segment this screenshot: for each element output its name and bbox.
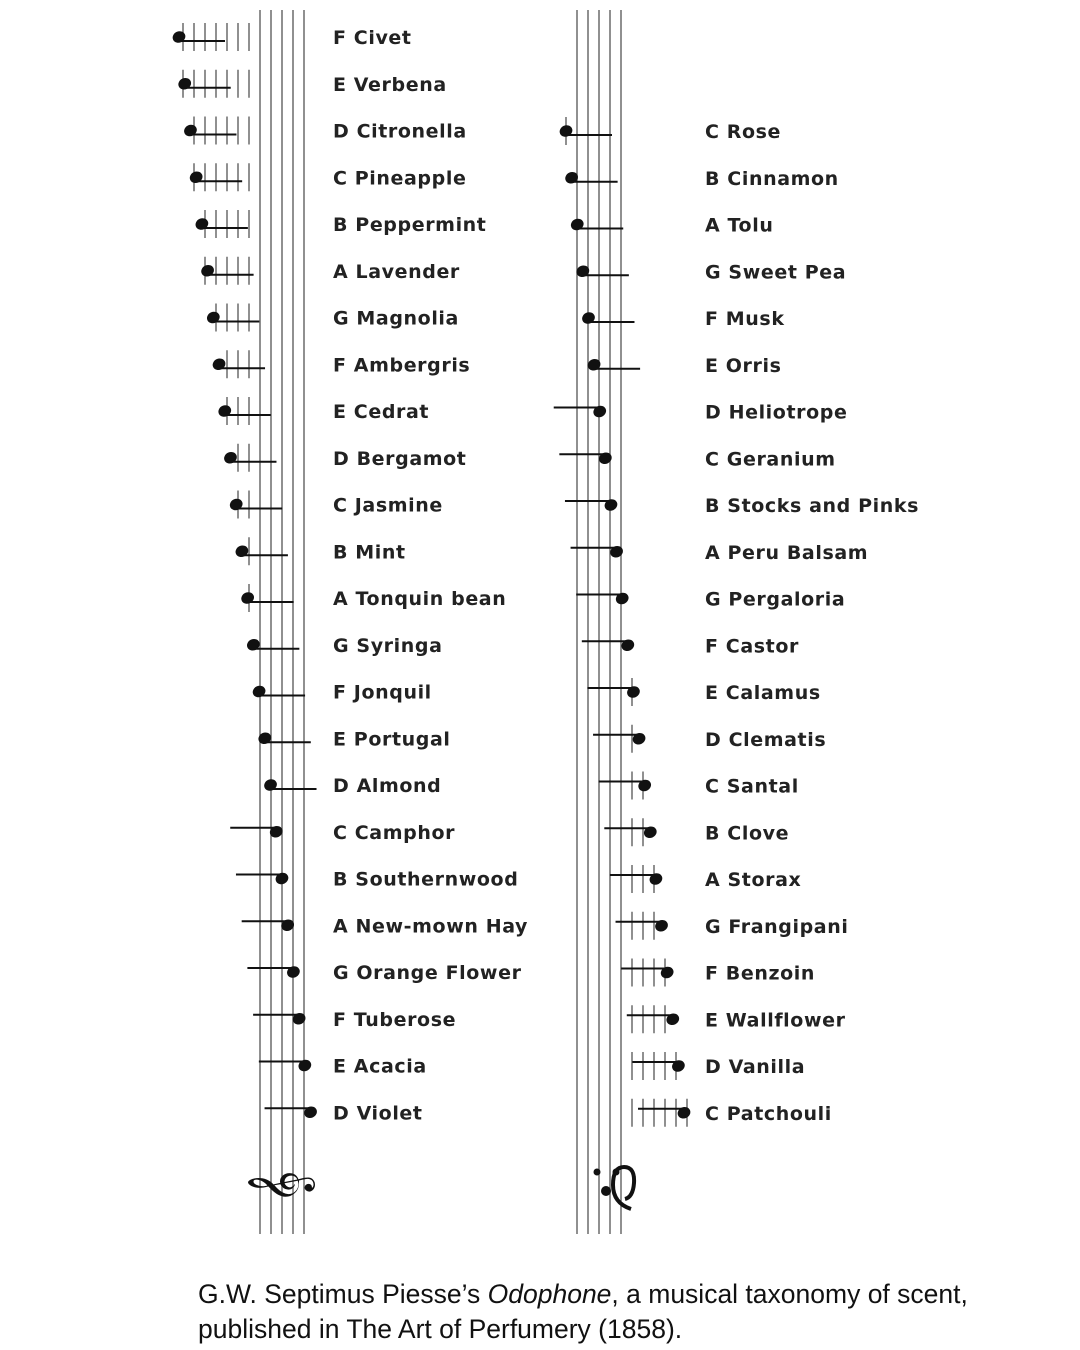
note-13 [245, 635, 442, 657]
caption-title: Odophone [487, 1279, 612, 1309]
note-2 [182, 117, 467, 145]
note-label: E Acacia [333, 1055, 427, 1078]
note-14 [599, 772, 799, 800]
note-head [194, 216, 211, 232]
note-label: F Civet [333, 27, 412, 49]
note-label: F Tuberose [333, 1008, 457, 1031]
note-17 [616, 912, 849, 940]
note-label: G Frangipani [705, 915, 849, 938]
note-label: D Bergamot [333, 447, 467, 470]
note-head [171, 29, 188, 45]
note-label: E Calamus [705, 682, 821, 704]
note-label: D Violet [333, 1102, 423, 1125]
note-head [648, 871, 665, 887]
note-13 [593, 725, 826, 753]
note-head [676, 1105, 693, 1121]
note-label: A New-mown Hay [333, 915, 529, 938]
note-head [569, 217, 586, 233]
note-18 [236, 869, 518, 891]
note-12 [587, 678, 820, 706]
note-head [642, 824, 659, 840]
note-label: E Verbena [333, 73, 447, 96]
note-18 [621, 959, 815, 987]
note-21 [632, 1099, 832, 1127]
caption-text-after: , a musical taxonomy of scent, published in The Art of Perfumery (1858). [198, 1279, 968, 1344]
note-label: G Magnolia [333, 307, 459, 330]
note-head [614, 591, 631, 607]
note-label: A Storax [705, 869, 802, 891]
note-label: B Mint [333, 541, 406, 564]
note-head [653, 918, 670, 934]
note-label: D Vanilla [705, 1056, 806, 1078]
note-10 [576, 589, 845, 611]
caption-text-before: G.W. Septimus Piesse’s [198, 1279, 488, 1309]
note-head [297, 1058, 314, 1074]
note-15 [257, 728, 451, 750]
note-head [659, 965, 676, 981]
note-4 [580, 308, 784, 330]
note-head [176, 76, 193, 92]
note-label: F Musk [705, 308, 785, 330]
note-6 [205, 304, 459, 332]
note-label: E Orris [705, 354, 782, 377]
note-7 [559, 448, 835, 470]
note-head [188, 169, 205, 185]
note-head [558, 123, 575, 139]
note-head [603, 497, 620, 513]
caption [198, 1277, 1058, 1347]
note-label: A Tolu [705, 214, 774, 237]
note-16 [262, 775, 441, 797]
treble-staff [260, 10, 304, 1234]
note-head [217, 403, 234, 419]
note-2 [569, 215, 773, 237]
note-label: F Benzoin [705, 962, 816, 985]
note-0 [171, 23, 412, 51]
note-label: F Castor [705, 635, 799, 658]
note-head [625, 684, 642, 700]
note-label: G Pergaloria [705, 588, 846, 611]
note-1 [563, 168, 838, 190]
note-head [222, 450, 239, 466]
note-label: F Ambergris [333, 354, 471, 377]
note-label: C Patchouli [705, 1102, 832, 1125]
note-label: G Sweet Pea [705, 261, 847, 284]
note-3 [188, 163, 467, 191]
note-label: C Jasmine [333, 494, 443, 517]
note-14 [251, 682, 432, 704]
note-head [670, 1058, 687, 1074]
note-head [620, 637, 637, 653]
note-20 [247, 962, 521, 984]
note-label: C Santal [705, 775, 799, 798]
note-label: B Stocks and Pinks [705, 495, 920, 517]
note-20 [632, 1052, 805, 1080]
note-head [608, 544, 625, 560]
note-9 [571, 542, 869, 564]
note-head [245, 637, 262, 653]
note-head [182, 123, 199, 139]
note-head [199, 263, 216, 279]
note-12 [239, 584, 506, 612]
note-label: B Clove [705, 822, 790, 845]
note-label: C Pineapple [333, 167, 467, 190]
note-head [636, 778, 653, 794]
note-head [211, 356, 228, 372]
note-head [591, 404, 608, 420]
note-head [262, 777, 279, 793]
note-head [302, 1104, 319, 1120]
note-label: C Camphor [333, 821, 456, 844]
note-head [631, 731, 648, 747]
note-head [234, 543, 251, 559]
note-head [251, 684, 268, 700]
note-23 [265, 1102, 423, 1124]
note-5 [199, 257, 460, 285]
note-label: G Orange Flower [333, 962, 522, 984]
note-label: E Portugal [333, 728, 451, 751]
note-6 [554, 402, 848, 424]
svg-text:𝄞: 𝄞 [247, 1170, 313, 1204]
note-label: A Peru Balsam [705, 541, 869, 564]
note-0 [558, 117, 781, 145]
treble-clef-icon [248, 1170, 315, 1203]
note-label: C Geranium [705, 448, 836, 471]
note-7 [211, 350, 471, 378]
note-8 [217, 397, 430, 425]
note-19 [242, 915, 528, 937]
note-head [205, 310, 222, 326]
note-9 [222, 444, 466, 472]
treble-notes [171, 23, 528, 1124]
bass-notes [554, 117, 919, 1127]
note-head [228, 497, 245, 513]
note-1 [176, 70, 446, 98]
note-label: B Peppermint [333, 214, 487, 236]
note-8 [565, 495, 919, 517]
note-label: C Rose [705, 121, 782, 143]
note-label: B Southernwood [333, 868, 519, 891]
note-label: B Cinnamon [705, 167, 839, 190]
note-head [580, 310, 597, 326]
note-3 [575, 261, 847, 283]
note-label: E Cedrat [333, 401, 430, 423]
note-15 [604, 818, 789, 846]
note-19 [627, 1005, 846, 1033]
note-head [274, 871, 291, 887]
note-11 [582, 635, 799, 657]
note-4 [194, 210, 487, 238]
note-label: D Almond [333, 775, 442, 797]
note-label: D Clematis [705, 728, 827, 751]
note-5 [586, 355, 782, 377]
bass-staff [577, 10, 621, 1234]
note-head [285, 964, 302, 980]
note-label: D Heliotrope [705, 401, 848, 424]
note-head [239, 590, 256, 606]
note-label: G Syringa [333, 634, 443, 657]
note-16 [610, 865, 801, 893]
note-label: A Tonquin bean [333, 588, 507, 610]
note-head [665, 1011, 682, 1027]
note-21 [253, 1009, 456, 1031]
note-label: E Wallflower [705, 1009, 846, 1032]
note-label: D Citronella [333, 120, 467, 143]
note-22 [259, 1056, 427, 1078]
note-17 [230, 822, 455, 844]
note-label: F Jonquil [333, 681, 432, 704]
note-label: A Lavender [333, 260, 460, 283]
